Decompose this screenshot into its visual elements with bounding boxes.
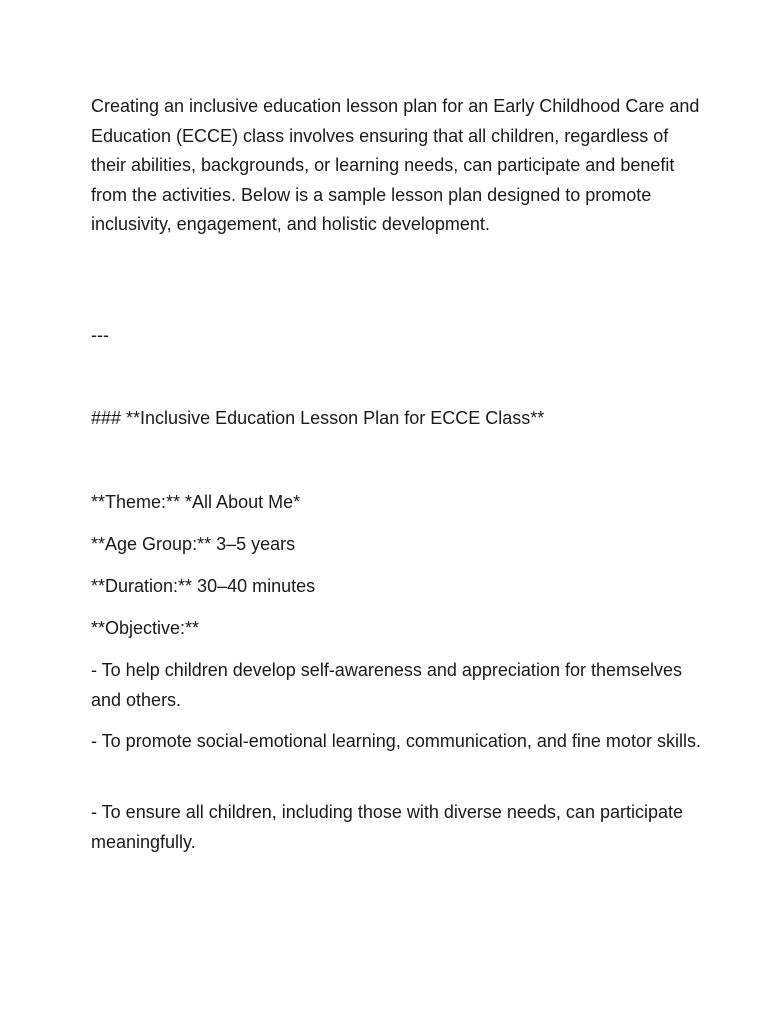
objective-item: - To promote social-emotional learning, communication, and fine motor skills.	[91, 731, 701, 751]
section-separator: ---	[91, 325, 109, 345]
objective-item: - To help children develop self-awareness and appreciation for themselves and others.	[91, 660, 683, 710]
lesson-plan-heading: ### **Inclusive Education Lesson Plan for ECCE Class**	[91, 408, 545, 428]
age-group-line: **Age Group:** 3–5 years	[91, 534, 296, 554]
duration-line: **Duration:** 30–40 minutes	[91, 576, 316, 596]
objective-item: - To ensure all children, including those with diverse needs, can participate meaningfully.	[91, 802, 684, 852]
intro-paragraph: Creating an inclusive education lesson plan for an Early Childhood Care and Education (ECCE) class involves ensuring that all children, regardless of their abilities, backgrounds, or learning needs, can participate and benefit from the activities. Below is a sample lesson plan designed to promote inclusivity, engagement, and holistic development.	[91, 96, 700, 234]
theme-line: **Theme:** *All About Me*	[91, 492, 301, 512]
objective-label: **Objective:**	[91, 618, 200, 638]
